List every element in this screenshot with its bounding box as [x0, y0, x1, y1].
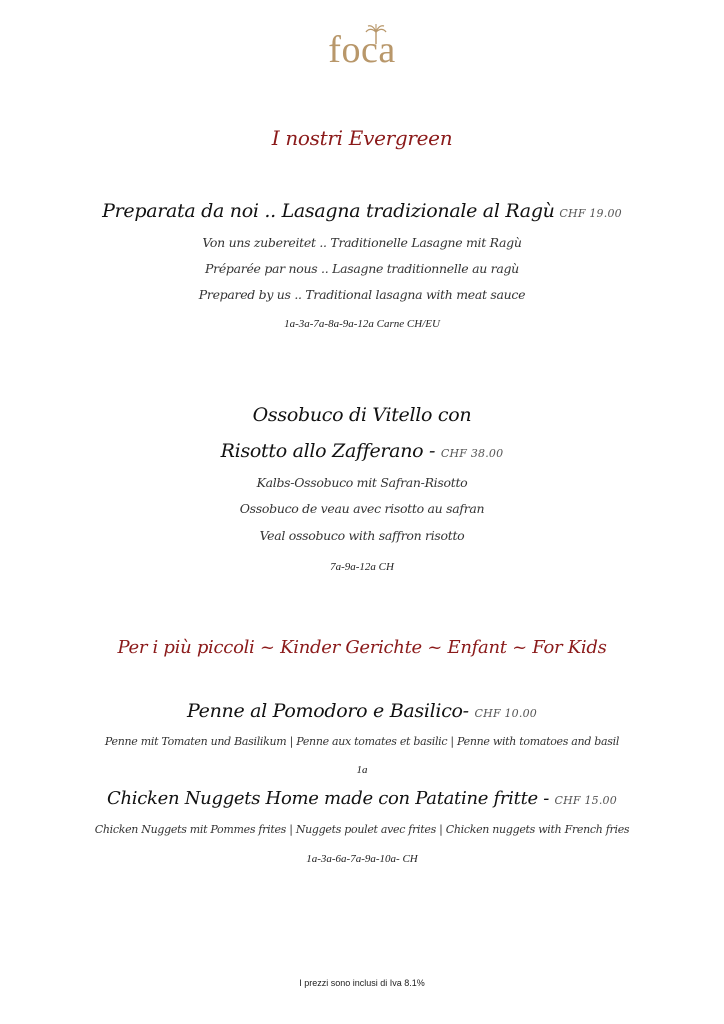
dish-price: CHF 10.00 — [474, 707, 537, 720]
translation-de: Von uns zubereitet .. Traditionelle Lasagne mit Ragù — [202, 235, 522, 250]
dish-name: Ossobuco di Vitello con — [252, 404, 472, 426]
section-title-evergreen: I nostri Evergreen — [271, 126, 453, 150]
translation-en: Prepared by us .. Traditional lasagna with meat sauce — [198, 287, 526, 302]
dish-price: CHF 15.00 — [554, 794, 617, 807]
translation-en: Veal ossobuco with saffron risotto — [259, 528, 465, 543]
allergen-codes: 1a-3a-6a-7a-9a-10a- CH — [306, 853, 418, 865]
translation-multilang: Penne mit Tomaten und Basilikum | Penne aux tomates et basilic | Penne with tomatoes and basil — [104, 735, 620, 748]
translation-fr: Ossobuco de veau avec risotto au safran — [239, 501, 485, 516]
allergen-codes: 1a-3a-7a-8a-9a-12a Carne CH/EU — [284, 318, 440, 330]
restaurant-logo — [0, 28, 724, 72]
dish-price: CHF 19.00 — [559, 207, 622, 220]
translation-de: Kalbs-Ossobuco mit Safran-Risotto — [256, 475, 468, 490]
translation-fr: Préparée par nous .. Lasagne traditionnelle au ragù — [205, 261, 519, 276]
dish-penne — [0, 700, 724, 722]
vat-note: I prezzi sono inclusi di Iva 8.1% — [299, 978, 425, 988]
dish-name: Penne al Pomodoro e Basilico- — [187, 700, 475, 722]
translation-multilang: Chicken Nuggets mit Pommes frites | Nuggets poulet avec frites | Chicken nuggets with French fries — [94, 823, 630, 836]
section-title-kids: Per i più piccoli ~ Kinder Gerichte ~ Enfant ~ For Kids — [117, 637, 607, 658]
logo-text: foca — [328, 29, 396, 71]
dish-name: Risotto allo Zafferano - — [220, 440, 441, 462]
allergen-codes: 1a — [356, 764, 368, 776]
dish-price: CHF 38.00 — [440, 447, 504, 460]
dish-ossobuco — [0, 440, 724, 462]
dish-chicken-nuggets — [0, 788, 724, 809]
dish-name: Preparata da noi .. Lasagna tradizionale al Ragù — [102, 200, 555, 222]
dish-name: Chicken Nuggets Home made con Patatine fritte - — [107, 788, 555, 809]
dish-lasagna — [0, 200, 724, 222]
allergen-codes: 7a-9a-12a CH — [330, 561, 394, 573]
palm-tree-icon — [365, 24, 387, 44]
